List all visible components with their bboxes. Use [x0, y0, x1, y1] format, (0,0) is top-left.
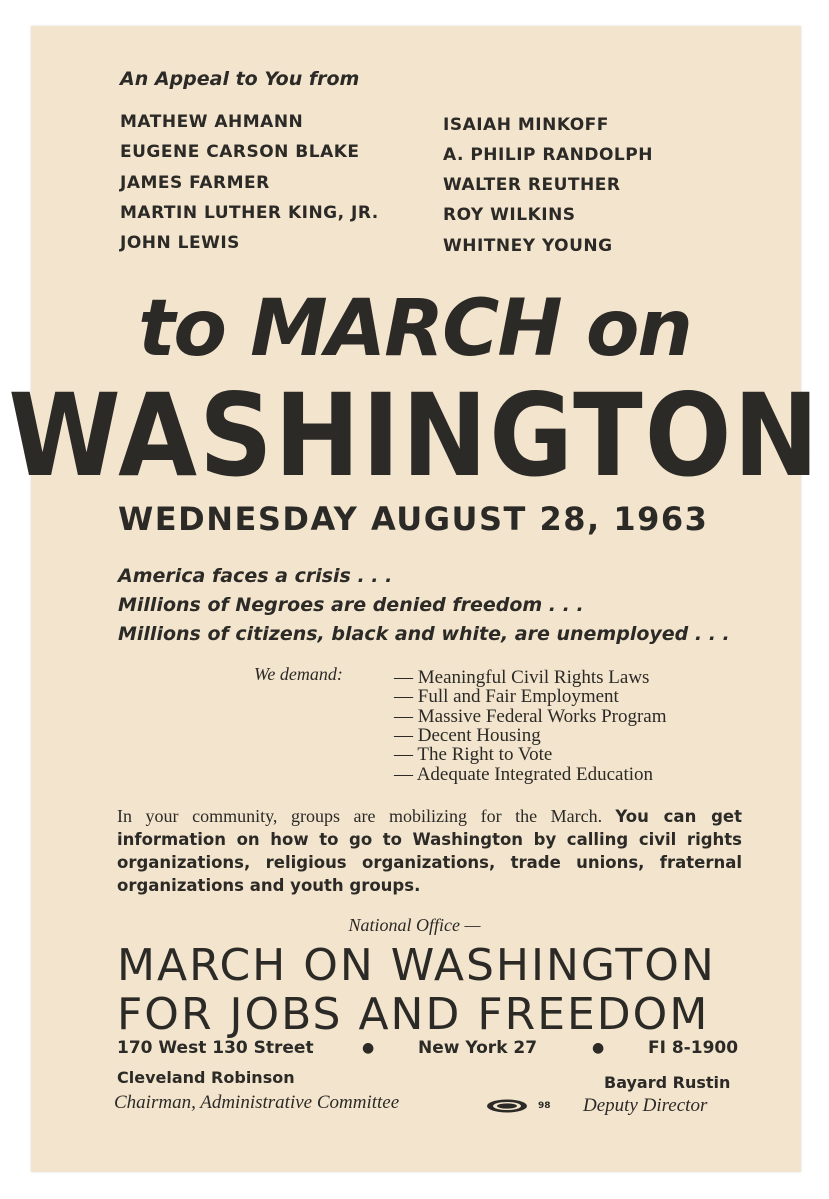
appeal-heading: An Appeal to You from [120, 68, 360, 90]
demand-item: — Massive Federal Works Program [394, 706, 667, 727]
crisis-line: Millions of citizens, black and white, are unemployed . . . [118, 623, 730, 645]
leader-name: ROY WILKINS [443, 205, 576, 225]
street-address: 170 West 130 Street [117, 1038, 314, 1058]
paragraph-intro: In your community, groups are mobilizing for the March. [117, 806, 603, 826]
union-label-emblem-icon [486, 1099, 528, 1113]
paragraph-info: You can get information on how to go to Washington by calling civil rights organizations, religious organizations, trade unions, fraternal organizations and youth groups. [117, 807, 743, 895]
title-washington: WASHINGTON [8, 369, 821, 504]
bullet-separator: ● [592, 1040, 605, 1056]
march-date: WEDNESDAY AUGUST 28, 1963 [118, 500, 709, 538]
title-to-march-on: to MARCH on [138, 284, 691, 374]
leader-name: EUGENE CARSON BLAKE [120, 142, 360, 162]
leader-name: JOHN LEWIS [120, 233, 240, 253]
demand-item: — Adequate Integrated Education [394, 764, 654, 785]
leader-name: MARTIN LUTHER KING, JR. [120, 203, 379, 223]
demand-item: — Full and Fair Employment [394, 686, 619, 707]
crisis-line: Millions of Negroes are denied freedom . . . [118, 594, 584, 616]
demand-item: — Meaningful Civil Rights Laws [394, 667, 650, 688]
national-office-label: National Office — [348, 915, 481, 935]
leader-name: WHITNEY YOUNG [443, 236, 613, 256]
bullet-separator: ● [362, 1040, 375, 1056]
leader-name: WALTER REUTHER [443, 175, 621, 195]
director-title: Deputy Director [583, 1095, 708, 1116]
director-name: Bayard Rustin [604, 1073, 731, 1092]
city-address: New York 27 [418, 1038, 538, 1058]
org-name-line2: FOR JOBS AND FREEDOM [117, 989, 710, 1040]
demand-label: We demand: [254, 664, 343, 684]
phone-number: FI 8-1900 [648, 1038, 739, 1058]
leader-name: ISAIAH MINKOFF [443, 115, 609, 135]
leader-name: MATHEW AHMANN [120, 112, 304, 132]
mobilizing-paragraph [117, 805, 742, 897]
leader-name: JAMES FARMER [120, 173, 270, 193]
crisis-line: America faces a crisis . . . [118, 565, 393, 587]
demand-item: — The Right to Vote [394, 744, 553, 765]
demand-item: — Decent Housing [394, 725, 541, 746]
chairman-name: Cleveland Robinson [117, 1068, 295, 1087]
chairman-title: Chairman, Administrative Committee [114, 1092, 400, 1113]
union-number: 98 [538, 1101, 551, 1111]
leader-name: A. PHILIP RANDOLPH [443, 145, 653, 165]
org-name-line1: MARCH ON WASHINGTON [117, 940, 716, 991]
